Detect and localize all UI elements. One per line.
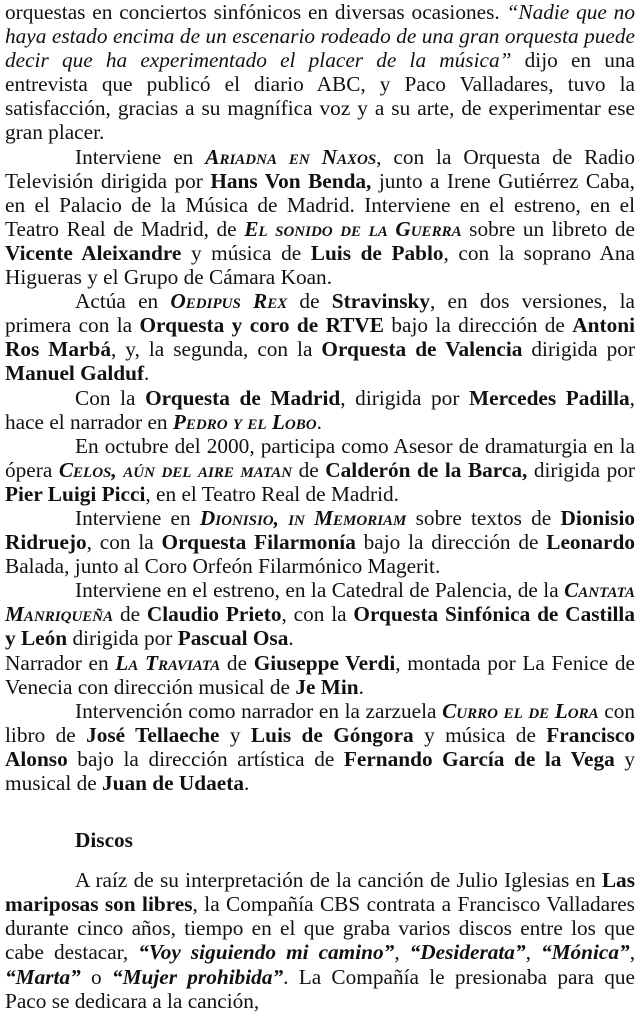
text-run: con libro de bbox=[5, 698, 635, 747]
paragraph-celos bbox=[5, 434, 635, 506]
bold-italic-text: “Marta” bbox=[5, 964, 81, 989]
text-run: de bbox=[292, 457, 326, 482]
text-run: , en el Teatro Real de Madrid. bbox=[145, 481, 399, 506]
text-run: A raíz de su interpretación de la canción de Julio Iglesias en bbox=[75, 868, 602, 893]
text-run: bajo la dirección artística de bbox=[67, 746, 344, 771]
text-run: y bbox=[219, 722, 251, 747]
small-caps-title: El sonido de la Guerra bbox=[244, 216, 462, 241]
small-caps-title: Celos, aún del aire matan bbox=[58, 457, 293, 482]
text-run: Narrador en bbox=[5, 650, 116, 675]
bold-text: Mercedes Padilla bbox=[469, 385, 630, 410]
text-run: . bbox=[358, 674, 364, 699]
text-run: y música de bbox=[413, 722, 547, 747]
bold-text: Calderón de la Barca, bbox=[325, 457, 528, 482]
text-run: , dirigida por bbox=[340, 385, 470, 410]
text-run: sobre un libreto de bbox=[461, 216, 635, 241]
paragraph-traviata bbox=[5, 651, 635, 699]
small-caps-title: Cantata Manriqueña bbox=[5, 578, 635, 627]
section-spacer bbox=[5, 795, 635, 828]
text-run: , con la soprano Ana Higueras y el Grupo de Cámara Koan. bbox=[5, 240, 635, 290]
text-run: Interviene en el estreno, en la Catedral de Palencia, de la bbox=[75, 578, 565, 603]
small-caps-title: La Traviata bbox=[115, 650, 221, 675]
paragraph-ariadna bbox=[5, 145, 635, 290]
text-run: y musical de bbox=[5, 746, 636, 795]
bold-text: Manuel Galduf bbox=[5, 361, 145, 386]
text-run: sobre textos de bbox=[406, 505, 561, 530]
bold-italic-text: “Desiderata” bbox=[409, 940, 526, 965]
text-run: Actúa en bbox=[75, 289, 171, 314]
text-run: Balada, junto al Coro Orfeón Filarmónico Magerit. bbox=[5, 554, 441, 579]
bold-text: Fernando García de la Vega bbox=[343, 746, 615, 771]
bold-text: Dionisio Ridruejo bbox=[5, 505, 636, 555]
bold-italic-text: “Mónica” bbox=[540, 940, 630, 965]
bold-text: Hans Von Benda, bbox=[210, 168, 372, 193]
text-run: , y, la segunda, con la bbox=[111, 337, 322, 362]
bold-text: Francisco Alonso bbox=[5, 722, 635, 771]
paragraph-oedipus bbox=[5, 289, 635, 385]
bold-italic-text: “Voy siguiendo mi camino” bbox=[138, 940, 395, 965]
paragraph-cantata bbox=[5, 578, 635, 650]
bold-text: Luis de Góngora bbox=[250, 722, 414, 747]
small-caps-title: Pedro y el Lobo bbox=[172, 409, 317, 434]
text-run: junto a Irene Gutiérrez Caba, en el Palacio de la Música de Madrid. Interviene en el estreno, en el Teatro Real de Madrid, de bbox=[5, 168, 635, 241]
text-run: , bbox=[525, 940, 541, 965]
paragraph-curro bbox=[5, 699, 635, 795]
text-run: En octubre del 2000, participa como Asesor de dramaturgia en la ópera bbox=[5, 433, 635, 482]
text-run: o bbox=[80, 964, 112, 989]
small-caps-title: Ariadna en Naxos bbox=[205, 144, 377, 169]
text-run: , con la bbox=[86, 530, 162, 555]
text-run: . bbox=[316, 409, 322, 434]
bold-text: Luis de Pablo bbox=[310, 240, 444, 265]
small-caps-title: Curro el de Lora bbox=[442, 698, 599, 723]
text-run: . bbox=[288, 626, 294, 651]
text-run: de bbox=[220, 650, 254, 675]
small-caps-title: Oedipus Rex bbox=[170, 289, 288, 314]
text-run: de bbox=[287, 289, 332, 314]
text-run: . bbox=[244, 771, 250, 795]
bold-text: Claudio Prieto bbox=[146, 602, 282, 627]
text-run: , con la bbox=[281, 602, 354, 627]
paragraph-dionisio bbox=[5, 506, 635, 578]
bold-text: Orquesta Sinfónica de Castilla y León bbox=[5, 602, 635, 651]
text-run: Con la bbox=[75, 385, 146, 410]
text-run: dirigida por bbox=[67, 626, 178, 651]
bold-text: Giuseppe Verdi bbox=[253, 650, 396, 675]
bold-text: Antoni Ros Marbá bbox=[5, 313, 635, 362]
text-run: orquestas en conciertos sinfónicos en diversas ocasiones. bbox=[5, 0, 507, 24]
document-page bbox=[5, 0, 635, 1013]
text-run: dijo en una entrevista que publicó el diario ABC, y Paco Valladares, tuvo la satisfacción, gracias a su magnífica voz y a su arte, de experimentar ese gran placer. bbox=[5, 48, 635, 145]
text-run: . bbox=[144, 361, 150, 386]
bold-text: Orquesta Filarmonía bbox=[161, 530, 356, 555]
bold-text: Vicente Aleixandre bbox=[5, 240, 182, 265]
bold-text: Las mariposas son libres bbox=[5, 868, 635, 917]
text-run: y música de bbox=[181, 240, 311, 265]
bold-text: Orquesta de Madrid bbox=[145, 385, 341, 410]
text-run: de bbox=[113, 602, 147, 627]
text-run: dirigida por bbox=[522, 337, 635, 362]
bold-text: Orquesta y coro de RTVE bbox=[139, 313, 384, 338]
text-run: , montada por La Fenice de Venecia con dirección musical de bbox=[5, 650, 635, 699]
paragraph-pedro bbox=[5, 386, 635, 434]
text-run: , la Compañía CBS contrata a Francisco Valladares durante cinco años, tiempo en el que graba varios discos entre los que cabe destacar, bbox=[5, 892, 635, 965]
bold-text: Pascual Osa bbox=[177, 626, 289, 651]
text-run: , hace el narrador en bbox=[5, 385, 635, 434]
bold-italic-text: “Mujer prohibida” bbox=[111, 964, 284, 989]
text-run: . La Compañía le presionaba para que Paco se dedicara a la canción, bbox=[5, 964, 635, 1013]
text-run: , bbox=[394, 940, 410, 965]
bold-text: Je Min bbox=[295, 674, 359, 699]
bold-text: Juan de Udaeta bbox=[102, 771, 244, 795]
bold-text: Pier Luigi Picci bbox=[5, 481, 146, 506]
text-run: Interviene en bbox=[75, 505, 200, 530]
bold-text: Leonardo bbox=[546, 530, 635, 555]
section-heading: Discos bbox=[75, 828, 133, 853]
text-run: Interviene en bbox=[75, 144, 206, 169]
italic-text: “Nadie que no haya estado encima de un escenario rodeado de una gran orquesta puede decir que ha experimentado el placer de la música” bbox=[5, 0, 635, 73]
text-run: , con la Orquesta de Radio Televisión dirigida por bbox=[5, 144, 635, 193]
text-run: , bbox=[629, 940, 636, 965]
paragraph-discos bbox=[5, 868, 635, 1013]
paragraph-intro bbox=[5, 0, 635, 145]
text-run: bajo la dirección de bbox=[355, 530, 547, 555]
text-run: , en dos versiones, la primera con la bbox=[5, 289, 636, 338]
bold-text: Stravinsky bbox=[331, 289, 430, 314]
text-run: bajo la dirección de bbox=[384, 313, 573, 338]
bold-text: Orquesta de Valencia bbox=[321, 337, 523, 362]
text-run: dirigida por bbox=[527, 457, 636, 482]
bold-text: José Tellaeche bbox=[86, 722, 220, 747]
text-run: Intervención como narrador en la zarzuela bbox=[75, 698, 443, 723]
small-caps-title: Dionisio, in Memoriam bbox=[199, 505, 407, 530]
